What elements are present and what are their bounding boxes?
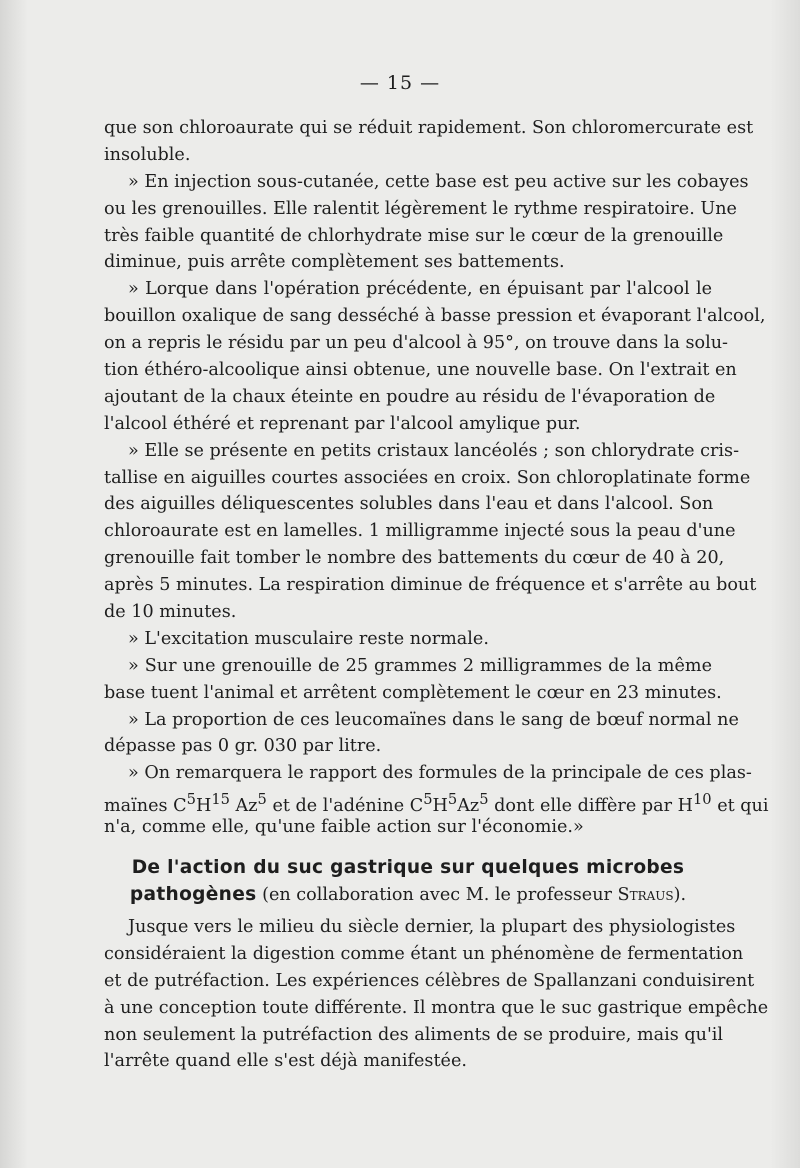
formula-text: H: [195, 796, 212, 817]
text-line: des aiguilles déliquescentes solubles dans l'eau et dans l'alcool. Son: [104, 494, 714, 515]
page-number: — 15 —: [359, 72, 441, 94]
formula-line: [104, 787, 769, 817]
text-line: ou les grenouilles. Elle ralentit légèrement le rythme respiratoire. Une: [104, 198, 737, 219]
text-line: que son chloroaurate qui se réduit rapidement. Son chloromercurate est: [104, 118, 754, 138]
formula-superscript: 5: [257, 791, 267, 809]
text-line: et de putréfaction. Les expériences célèbres de Spallanzani conduisirent: [104, 970, 755, 991]
text-line: tion éthéro-alcoolique ainsi obtenue, une nouvelle base. On l'extrait en: [104, 360, 737, 381]
formula-superscript: 10: [692, 791, 712, 809]
text-line: grenouille fait tomber le nombre des battements du cœur de 40 à 20,: [104, 548, 725, 569]
section-heading-line: [104, 881, 712, 909]
formula-text: et qui: [711, 796, 769, 817]
section-heading-line: De l'action du suc gastrique sur quelques microbes: [131, 857, 685, 878]
text-line: » Elle se présente en petits cristaux lancéolés ; son chlorydrate cris-: [128, 440, 740, 461]
text-line: dépasse pas 0 gr. 030 par litre.: [104, 736, 382, 757]
text-line: Jusque vers le milieu du siècle dernier, la plupart des physiologistes: [128, 917, 736, 937]
text-line: » L'excitation musculaire reste normale.: [128, 628, 489, 649]
text-line: » Lorque dans l'opération précédente, en épuisant par l'alcool le: [128, 279, 712, 300]
text-line: » La proportion de ces leucomaïnes dans le sang de bœuf normal ne: [128, 709, 739, 730]
text-line: » En injection sous-cutanée, cette base est peu active sur les cobayes: [128, 171, 749, 192]
text-line: » Sur une grenouille de 25 grammes 2 milligrammes de la même: [128, 655, 712, 676]
formula-text: dont elle diffère par H: [488, 796, 693, 817]
text-line: n'a, comme elle, qu'une faible action sur l'économie.»: [104, 817, 584, 838]
text-line: ajoutant de la chaux éteinte en poudre au résidu de l'évaporation de: [104, 386, 716, 407]
section-heading-collab: (en collaboration avec M. le professeur: [256, 885, 618, 905]
formula-superscript: 5: [423, 791, 433, 809]
section-heading: [104, 854, 712, 909]
text-line: l'arrête quand elle s'est déjà manifestée.: [104, 1051, 467, 1072]
text-line: l'alcool éthéré et reprenant par l'alcool amylique pur.: [104, 413, 581, 434]
section-heading-bold: pathogènes: [129, 884, 257, 905]
quoted-text: [104, 115, 769, 841]
formula-superscript: 5: [479, 791, 489, 809]
text-line: diminue, puis arrête complètement ses battements.: [104, 252, 565, 273]
formula-superscript: 15: [211, 791, 230, 809]
text-line: très faible quantité de chlorhydrate mise sur le cœur de la grenouille: [104, 225, 724, 246]
text-line: base tuent l'animal et arrêtent complètement le cœur en 23 minutes.: [104, 682, 722, 703]
text-line: considéraient la digestion comme étant un phénomène de fermentation: [104, 943, 744, 964]
text-line: bouillon oxalique de sang desséché à basse pression et évaporant l'alcool,: [104, 306, 766, 327]
text-line: à une conception toute différente. Il montra que le suc gastrique empêche: [104, 997, 769, 1018]
formula-text: Az: [457, 796, 480, 817]
formula-text: H: [432, 796, 448, 817]
formula-text: et de l'adénine C: [266, 796, 424, 817]
text-line: après 5 minutes. La respiration diminue de fréquence et s'arrête au bout: [104, 575, 757, 596]
section-body: [104, 914, 769, 1075]
formula-superscript: 5: [447, 791, 458, 809]
section-heading-end: ).: [673, 885, 687, 905]
text-line: de 10 minutes.: [104, 602, 237, 623]
text-line: insoluble.: [104, 144, 191, 165]
text-line: » On remarquera le rapport des formules de la principale de ces plas-: [128, 763, 752, 784]
text-line: on a repris le résidu par un peu d'alcool à 95°, on trouve dans la solu-: [104, 333, 728, 354]
formula-text: maïnes C: [104, 796, 187, 817]
text-line: chloroaurate est en lamelles. 1 milligramme injecté sous la peau d'une: [104, 521, 736, 542]
formula-superscript: 5: [186, 791, 196, 809]
text-line: tallise en aiguilles courtes associées en croix. Son chloroplatinate forme: [104, 467, 751, 488]
text-line: non seulement la putréfaction des aliments de se produire, mais qu'il: [104, 1024, 724, 1045]
collaborator-name: Straus: [617, 885, 674, 905]
formula-text: Az: [229, 796, 258, 817]
